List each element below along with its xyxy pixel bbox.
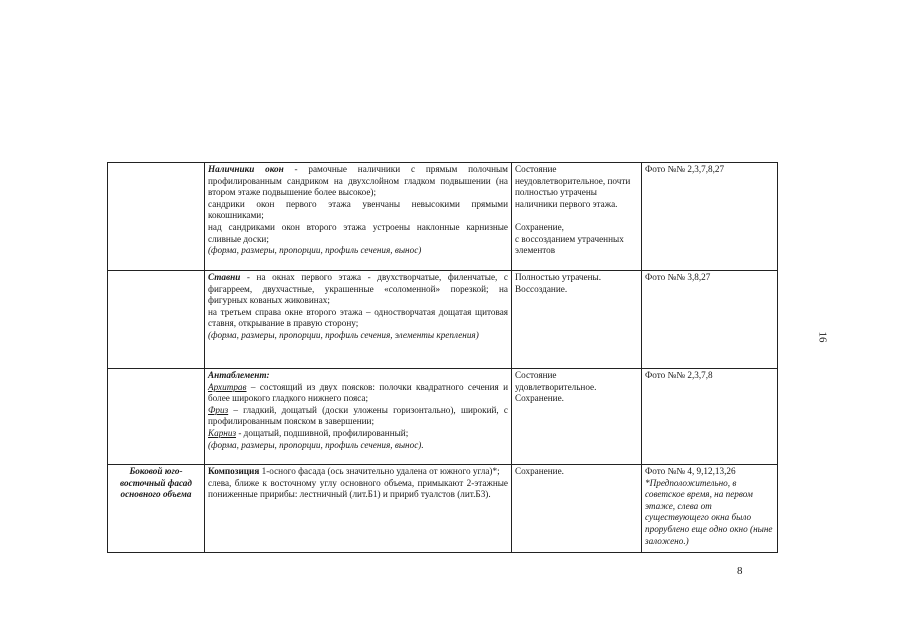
description-note: (форма, размеры, пропорции, профиль сечения, вынос) <box>208 245 422 256</box>
heritage-table <box>107 162 778 553</box>
state-cell: Полностью утрачены. Воссоздание. <box>512 271 642 369</box>
description-text: слева, ближе к восточному углу основного объема, примыкают 2-этажные пониженные пририбы: лестничный (лит.Б1) и пририб туалстов (лит.Б3). <box>208 477 508 500</box>
description-text: над сандриками окон второго этажа устроены наклонные карнизные сливные доски; <box>208 221 508 244</box>
part-label: Фриз <box>208 404 229 415</box>
side-page-number: 16 <box>816 331 829 343</box>
part-label: Карниз <box>208 427 237 438</box>
state-cell: Сохранение. <box>512 465 642 553</box>
photo-note: *Предположительно, в советское время, на первом этаже, слева от существующего окна было прорублено еще одно окно (ныне заложено.) <box>645 477 773 546</box>
photo-ref: Фото №№ 4, 9,12,13,26 <box>645 466 736 476</box>
part-label: Архитрав <box>208 381 247 392</box>
description-text: – гладкий, дощатый (доски уложены горизонтально), широкий, с профилированным пояском в завершении; <box>208 404 508 427</box>
element-title: Композиция <box>208 466 260 476</box>
description-text: – состоящий из двух поясков: полочки квадратного сечения и более широкого гладкого нижнего пояса; <box>208 381 508 404</box>
description-text: сандрики окон первого этажа увенчаны невысокими прямыми кокошниками; <box>208 198 508 221</box>
description-cell <box>205 465 512 553</box>
photo-cell: Фото №№ 2,3,7,8 <box>642 369 778 465</box>
element-title: Ставни <box>208 272 241 282</box>
state-cell: Состояние неудовлетворительное, почти полностью утрачены наличники первого этажа. Сохранение, с воссозданием утраченных элементов <box>512 163 642 271</box>
photo-cell <box>642 465 778 553</box>
element-title: Наличники окон <box>208 164 284 174</box>
description-note: (форма, размеры, пропорции, профиль сечения, вынос). <box>208 439 424 450</box>
description-text: на третьем справа окне второго этажа – одностворчатая дощатая щитовая ставня, открывание в правую сторону; <box>208 306 508 329</box>
description-note: (форма, размеры, пропорции, профиль сечения, элементы крепления) <box>208 329 479 340</box>
table-row <box>108 465 778 553</box>
description-cell <box>205 271 512 369</box>
entablature-heading: Антаблемент: <box>208 370 270 380</box>
table-row <box>108 271 778 369</box>
photo-cell: Фото №№ 2,3,7,8,27 <box>642 163 778 271</box>
state-cell: Состояние удовлетворительное. Сохранение. <box>512 369 642 465</box>
photo-cell: Фото №№ 3,8,27 <box>642 271 778 369</box>
description-cell <box>205 369 512 465</box>
section-cell <box>108 369 205 465</box>
description-text: - дощатый, подшивной, профилированный; <box>236 427 409 438</box>
table-row <box>108 163 778 271</box>
section-cell <box>108 271 205 369</box>
table-row <box>108 369 778 465</box>
description-text: - на окнах первого этажа - двухстворчатые, филенчатые, с фигарреем, двухчастные, украшенные «соломенной» порезкой; на фигурных кованых жиковинах; <box>208 272 508 306</box>
description-cell <box>205 163 512 271</box>
section-cell <box>108 163 205 271</box>
page-number: 8 <box>737 565 743 577</box>
section-cell: Боковой юго-восточный фасад основного объема <box>108 465 205 553</box>
description-text: - рамочные наличники с прямым полочным профилированным сандриком на двухслойном гладком подвышении (на втором этаже подвышение более высокое); <box>208 164 508 198</box>
description-text: 1-осного фасада (ось значительно удалена от южного угла)*; <box>259 466 500 476</box>
